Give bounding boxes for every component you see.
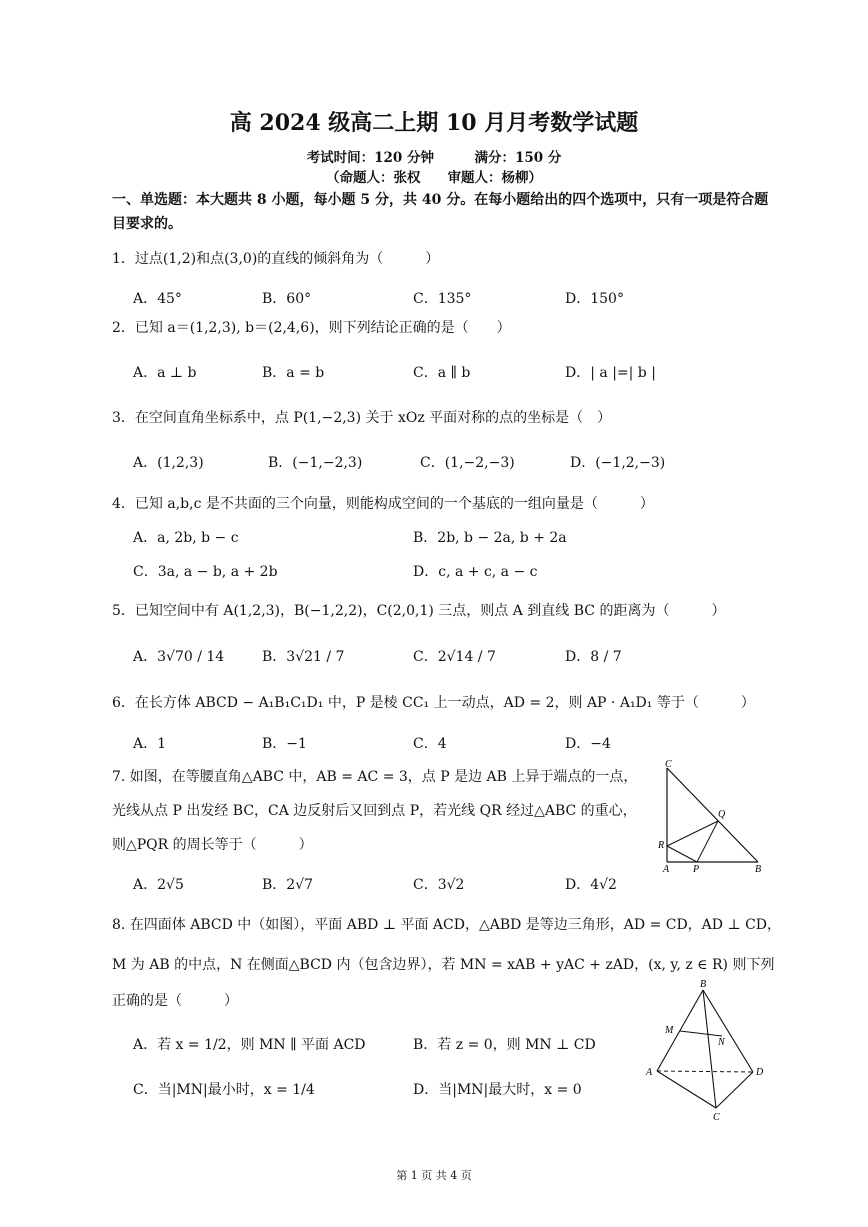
q8-option-d: D．当|MN|最大时，x = 0 [413, 1082, 582, 1098]
authors: （命题人：张权 审题人：杨柳） [326, 170, 542, 186]
exam-info: 考试时间：120 分钟 满分：150 分 [306, 150, 562, 166]
page-title: 高 2024 级高二上期 10 月月考数学试题 [229, 110, 639, 136]
fig7-label-a: A [663, 864, 670, 875]
q2-option-b: B．a = b [262, 365, 325, 381]
question-4-stem: 4．已知 a,b,c 是不共面的三个向量，则能构成空间的一个基底的一组向量是（ ） [112, 496, 654, 512]
question-7-stem-line-1: 7. 如图，在等腰直角△ABC 中，AB = AC = 3，点 P 是边 AB 上异于端点的一点， [112, 769, 638, 785]
q5-option-b: B．3√21 / 7 [262, 649, 345, 665]
q4-option-c: C．3a, a − b, a + 2b [133, 564, 278, 580]
fig7-label-r: R [658, 840, 665, 851]
q1-option-a: A．45° [133, 291, 182, 307]
q5-option-a: A．3√70 / 14 [133, 649, 225, 665]
tetrahedron-figure [640, 975, 770, 1125]
q5-option-c: C．2√14 / 7 [413, 649, 496, 665]
page-footer: 第 1 页 共 4 页 [396, 1169, 472, 1182]
question-8-stem-line-3: 正确的是（ ） [112, 993, 238, 1009]
q2-option-d: D．| a |=| b | [565, 365, 656, 381]
q3-option-d: D．(−1,2,−3) [570, 455, 666, 471]
fig7-label-b: B [755, 864, 762, 875]
fig8-label-m: M [665, 1025, 674, 1036]
question-7-stem-line-2: 光线从点 P 出发经 BC，CA 边反射后又回到点 P，若光线 QR 经过△ABC 的重心， [112, 803, 637, 819]
q6-option-c: C．4 [413, 736, 447, 752]
question-8-stem-line-1: 8. 在四面体 ABCD 中（如图），平面 ABD ⊥ 平面 ACD，△ABD 是等边三角形，AD = CD，AD ⊥ CD， [112, 917, 782, 933]
q6-option-d: D．−4 [565, 736, 611, 752]
q4-option-d: D．c, a + c, a − c [413, 564, 538, 580]
question-7-stem-line-3: 则△PQR 的周长等于（ ） [112, 837, 313, 853]
q4-option-a: A．a, 2b, b − c [133, 530, 239, 546]
q1-option-c: C．135° [413, 291, 472, 307]
q2-option-c: C．a ∥ b [413, 365, 471, 381]
q8-option-a: A．若 x = 1/2，则 MN ∥ 平面 ACD [133, 1037, 366, 1053]
question-1-stem: 1．过点(1,2)和点(3,0)的直线的倾斜角为（ ） [112, 251, 440, 267]
q5-option-d: D．8 / 7 [565, 649, 622, 665]
q4-option-b: B．2b, b − 2a, b + 2a [413, 530, 567, 546]
q7-option-d: D．4√2 [565, 877, 617, 893]
fig7-label-q: Q [718, 809, 726, 820]
question-8-stem-line-2: M 为 AB 的中点，N 在侧面△BCD 内（包含边界），若 MN = xAB + yAC + zAD，(x, y, z ∈ R) 则下列 [112, 957, 775, 973]
section-heading: 一、单选题：本大题共 8 小题，每小题 5 分，共 40 分。在每小题给出的四个选项中，只有一项是符合题目要求的。 [112, 192, 769, 232]
q7-option-c: C．3√2 [413, 877, 465, 893]
q2-option-a: A．a ⊥ b [133, 365, 197, 381]
fig8-label-c: C [713, 1112, 720, 1123]
fig8-label-b: B [700, 979, 707, 990]
q1-option-d: D．150° [565, 291, 624, 307]
q8-option-b: B．若 z = 0，则 MN ⊥ CD [413, 1037, 596, 1053]
q7-option-b: B．2√7 [262, 877, 314, 893]
question-5-stem: 5．已知空间中有 A(1,2,3)，B(−1,2,2)，C(2,0,1) 三点，则点 A 到直线 BC 的距离为（ ） [112, 603, 726, 619]
q6-option-a: A．1 [133, 736, 167, 752]
fig8-label-d: D [756, 1067, 764, 1078]
q7-option-a: A．2√5 [133, 877, 184, 893]
fig7-label-c: C [665, 760, 672, 770]
q1-option-b: B．60° [262, 291, 312, 307]
q3-option-c: C．(1,−2,−3) [420, 455, 515, 471]
question-3-stem: 3．在空间直角坐标系中，点 P(1,−2,3) 关于 xOz 平面对称的点的坐标是（ ） [112, 410, 612, 426]
triangle-figure [655, 760, 765, 875]
q6-option-b: B．−1 [262, 736, 307, 752]
q8-option-c: C．当|MN|最小时，x = 1/4 [133, 1082, 315, 1098]
question-6-stem: 6．在长方体 ABCD − A₁B₁C₁D₁ 中，P 是棱 CC₁ 上一动点，AD = 2，则 AP · A₁D₁ 等于（ ） [112, 695, 755, 711]
question-2-stem: 2．已知 a＝(1,2,3), b＝(2,4,6)，则下列结论正确的是（ ） [112, 320, 511, 336]
q3-option-a: A．(1,2,3) [133, 455, 204, 471]
q3-option-b: B．(−1,−2,3) [268, 455, 363, 471]
fig8-label-a: A [646, 1067, 653, 1078]
fig7-label-p: P [693, 864, 700, 875]
fig8-label-n: N [718, 1037, 725, 1048]
